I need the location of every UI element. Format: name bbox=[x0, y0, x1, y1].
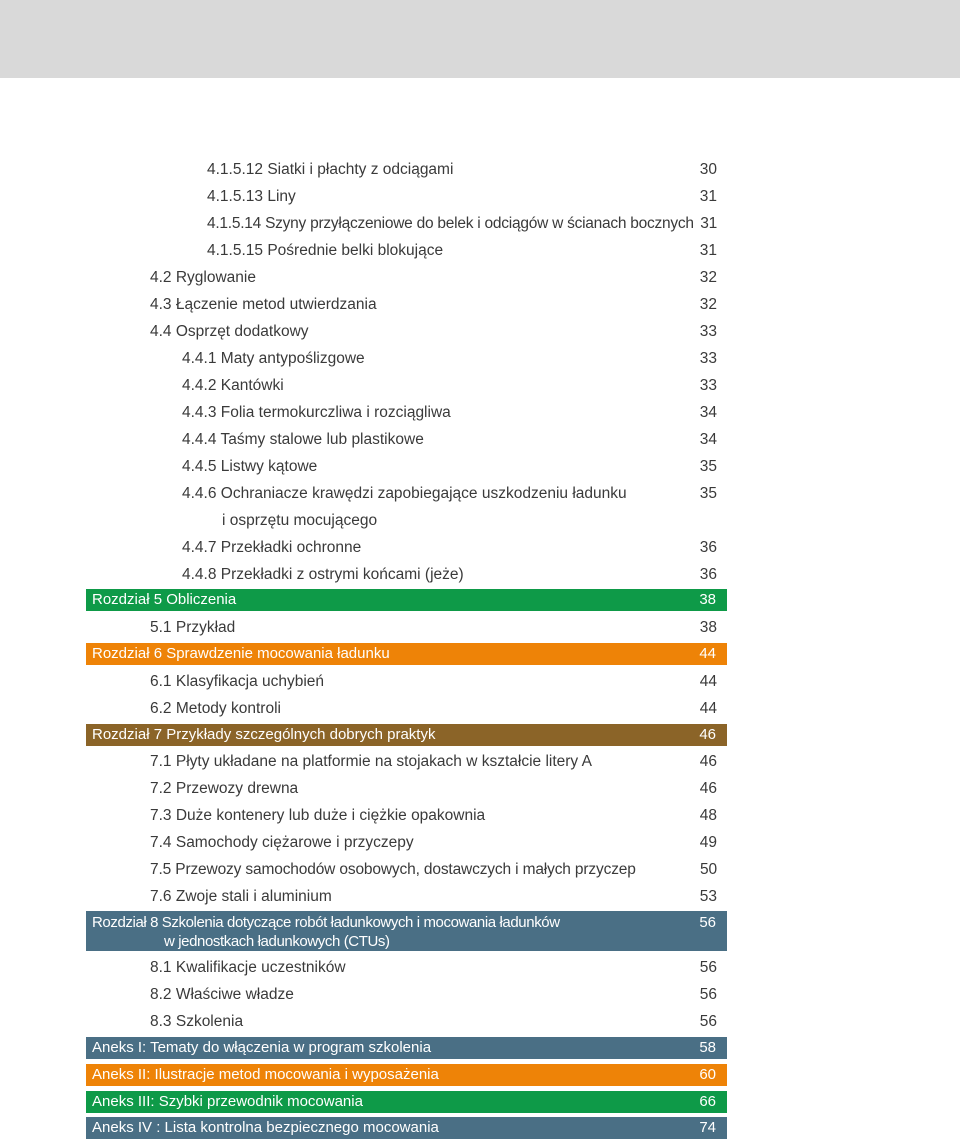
chapter-5-band[interactable] bbox=[86, 589, 727, 611]
toc-entry-page: 34 bbox=[699, 431, 717, 448]
toc-entry-title: 4.3 Łączenie metod utwierdzania bbox=[150, 296, 377, 313]
toc-entry-4-1-5-13[interactable] bbox=[207, 185, 717, 209]
toc-entry-page: 31 bbox=[699, 242, 717, 259]
toc-entry-page: 49 bbox=[699, 834, 717, 851]
toc-entry-6-1[interactable] bbox=[150, 670, 717, 694]
toc-entry-8-2[interactable] bbox=[150, 983, 717, 1007]
chapter-page: 38 bbox=[699, 591, 716, 608]
chapter-title: Rozdział 8 Szkolenia dotyczące robót ładunkowych i mocowania ładunków bbox=[92, 914, 560, 931]
toc-entry-page: 38 bbox=[699, 619, 717, 636]
toc-entry-4-4-5[interactable] bbox=[182, 455, 717, 479]
toc-entry-title: 4.1.5.13 Liny bbox=[207, 188, 296, 205]
chapter-7-band[interactable] bbox=[86, 724, 727, 746]
toc-entry-title: 4.1.5.15 Pośrednie belki blokujące bbox=[207, 242, 444, 259]
toc-entry-title: 8.3 Szkolenia bbox=[150, 1013, 244, 1030]
toc-entry-title: 4.4.1 Maty antypoślizgowe bbox=[182, 350, 365, 367]
toc-entry-4-4-3[interactable] bbox=[182, 401, 717, 425]
toc-entry-page: 32 bbox=[699, 269, 717, 286]
toc-entry-page: 46 bbox=[699, 753, 717, 770]
toc-entry-title: 8.2 Właściwe władze bbox=[150, 986, 294, 1003]
toc-entry-page: 30 bbox=[699, 161, 717, 178]
toc-entry-title: 7.6 Zwoje stali i aluminium bbox=[150, 888, 332, 905]
chapter-8-band[interactable] bbox=[86, 911, 727, 951]
toc-entry-7-2[interactable] bbox=[150, 777, 717, 801]
toc-entry-page: 56 bbox=[699, 1013, 717, 1030]
toc-entry-4-4[interactable] bbox=[150, 320, 717, 344]
toc-entry-4-4-2[interactable] bbox=[182, 374, 717, 398]
toc-entry-page: 48 bbox=[699, 807, 717, 824]
toc-entry-4-4-1[interactable] bbox=[182, 347, 717, 371]
toc-entry-7-4[interactable] bbox=[150, 831, 717, 855]
toc-entry-title: 4.4.3 Folia termokurczliwa i rozciągliwa bbox=[182, 404, 451, 421]
annex-2-band[interactable] bbox=[86, 1064, 727, 1086]
annex-title: Aneks III: Szybki przewodnik mocowania bbox=[92, 1093, 363, 1110]
toc-entry-7-5[interactable] bbox=[150, 858, 717, 882]
toc-entry-7-6[interactable] bbox=[150, 885, 717, 909]
toc-entry-4-1-5-15[interactable] bbox=[207, 239, 717, 263]
chapter-title: Rozdział 7 Przykłady szczególnych dobrych praktyk bbox=[92, 726, 436, 743]
annex-page: 66 bbox=[699, 1093, 716, 1110]
toc-entry-page: 35 bbox=[699, 458, 717, 475]
toc-entry-7-1[interactable] bbox=[150, 750, 717, 774]
toc-entry-title: 4.4.7 Przekładki ochronne bbox=[182, 539, 362, 556]
chapter-title-continued: w jednostkach ładunkowych (CTUs) bbox=[164, 933, 390, 950]
toc-entry-8-3[interactable] bbox=[150, 1010, 717, 1034]
toc-entry-title: 7.5 Przewozy samochodów osobowych, dostawczych i małych przyczep bbox=[150, 861, 636, 878]
toc-entry-title: 4.4.2 Kantówki bbox=[182, 377, 284, 394]
chapter-page: 56 bbox=[699, 914, 716, 931]
toc-entry-title: 6.1 Klasyfikacja uchybień bbox=[150, 673, 325, 690]
toc-entry-title: 8.1 Kwalifikacje uczestników bbox=[150, 959, 346, 976]
toc-entry-title: 5.1 Przykład bbox=[150, 619, 236, 636]
toc-entry-page: 35 bbox=[699, 485, 717, 502]
chapter-6-band[interactable] bbox=[86, 643, 727, 665]
toc-entry-8-1[interactable] bbox=[150, 956, 717, 980]
toc-entry-page: 33 bbox=[699, 350, 717, 367]
toc-entry-4-2[interactable] bbox=[150, 266, 717, 290]
chapter-title: Rozdział 6 Sprawdzenie mocowania ładunku bbox=[92, 645, 390, 662]
annex-title: Aneks II: Ilustracje metod mocowania i wyposażenia bbox=[92, 1066, 439, 1083]
toc-entry-page: 44 bbox=[699, 673, 717, 690]
toc-entry-title: 4.4.5 Listwy kątowe bbox=[182, 458, 318, 475]
toc-entry-5-1[interactable] bbox=[150, 616, 717, 640]
chapter-page: 46 bbox=[699, 726, 716, 743]
toc-entry-page: 46 bbox=[699, 780, 717, 797]
toc-entry-title: 7.4 Samochody ciężarowe i przyczepy bbox=[150, 834, 414, 851]
toc-entry-title: 7.2 Przewozy drewna bbox=[150, 780, 299, 797]
annex-page: 60 bbox=[699, 1066, 716, 1083]
toc-entry-page: 36 bbox=[699, 539, 717, 556]
toc-entry-page: 33 bbox=[699, 323, 717, 340]
toc-entry-4-4-7[interactable] bbox=[182, 536, 717, 560]
toc-entry-4-3[interactable] bbox=[150, 293, 717, 317]
toc-entry-title: 4.4 Osprzęt dodatkowy bbox=[150, 323, 309, 340]
annex-page: 58 bbox=[699, 1039, 716, 1056]
toc-entry-title: 4.4.4 Taśmy stalowe lub plastikowe bbox=[182, 431, 424, 448]
toc-entry-4-4-8[interactable] bbox=[182, 563, 717, 587]
annex-1-band[interactable] bbox=[86, 1037, 727, 1059]
toc-entry-7-3[interactable] bbox=[150, 804, 717, 828]
toc-entry-page: 50 bbox=[700, 861, 717, 878]
toc-entry-title: 6.2 Metody kontroli bbox=[150, 700, 281, 717]
toc-entry-page: 31 bbox=[699, 188, 717, 205]
toc-entry-page: 33 bbox=[699, 377, 717, 394]
annex-title: Aneks I: Tematy do włączenia w program szkolenia bbox=[92, 1039, 432, 1056]
toc-entry-page: 36 bbox=[699, 566, 717, 583]
annex-4-band[interactable] bbox=[86, 1117, 727, 1139]
toc-entry-page: 31 bbox=[700, 215, 717, 232]
toc-entry-title: 4.4.8 Przekładki z ostrymi końcami (jeże) bbox=[182, 566, 464, 583]
toc-entry-page: 32 bbox=[699, 296, 717, 313]
toc-entry-6-2[interactable] bbox=[150, 697, 717, 721]
toc-entry-4-4-6-continued[interactable] bbox=[222, 509, 717, 533]
toc-entry-title: 4.1.5.12 Siatki i płachty z odciągami bbox=[207, 161, 454, 178]
chapter-page: 44 bbox=[699, 645, 716, 662]
annex-3-band[interactable] bbox=[86, 1091, 727, 1113]
toc-entry-4-1-5-14[interactable] bbox=[207, 212, 717, 236]
toc-entry-page: 53 bbox=[699, 888, 717, 905]
chapter-title: Rozdział 5 Obliczenia bbox=[92, 591, 237, 608]
toc-entry-title: 4.2 Ryglowanie bbox=[150, 269, 256, 286]
toc-entry-title: 7.1 Płyty układane na platformie na stojakach w kształcie litery A bbox=[150, 753, 592, 770]
toc-entry-page: 56 bbox=[699, 959, 717, 976]
toc-entry-4-1-5-12[interactable] bbox=[207, 158, 717, 182]
toc-entry-page: 56 bbox=[699, 986, 717, 1003]
toc-entry-title: 4.4.6 Ochraniacze krawędzi zapobiegające uszkodzeniu ładunku bbox=[182, 485, 627, 502]
toc-entry-4-4-6[interactable] bbox=[182, 482, 717, 506]
annex-title: Aneks IV : Lista kontrolna bezpiecznego mocowania bbox=[92, 1119, 439, 1136]
toc-entry-page: 44 bbox=[699, 700, 717, 717]
toc-entry-title: 7.3 Duże kontenery lub duże i ciężkie opakownia bbox=[150, 807, 486, 824]
toc-entry-page: 34 bbox=[699, 404, 717, 421]
toc-entry-title: 4.1.5.14 Szyny przyłączeniowe do belek i odciągów w ścianach bocznych bbox=[207, 215, 694, 232]
toc-entry-4-4-4[interactable] bbox=[182, 428, 717, 452]
toc-entry-title: i osprzętu mocującego bbox=[222, 512, 378, 529]
annex-page: 74 bbox=[699, 1119, 716, 1136]
